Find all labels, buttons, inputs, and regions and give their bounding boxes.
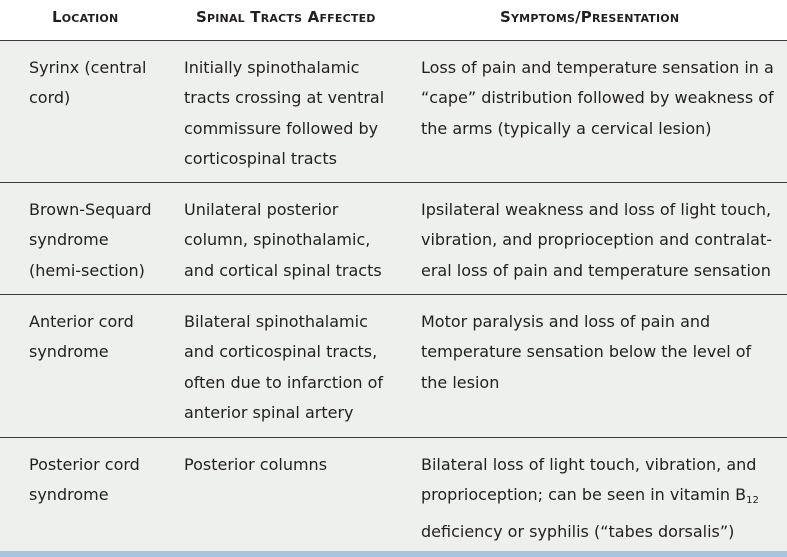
tracts-cell bbox=[184, 307, 404, 428]
location-cell bbox=[29, 450, 164, 511]
cell-line bbox=[421, 480, 781, 516]
cell-line: syndrome bbox=[29, 485, 109, 505]
cell-line: Posterior columns bbox=[184, 455, 328, 474]
cell-line: the arms (typically a cervical lesion) bbox=[421, 118, 712, 138]
subscript-12: 12 bbox=[746, 495, 759, 507]
cell-line: corticospinal tracts bbox=[184, 148, 337, 168]
cell-line: (hemi-section) bbox=[29, 260, 145, 280]
location-cell bbox=[29, 307, 164, 368]
cell-line: syndrome bbox=[29, 342, 109, 362]
cell-line: and cortical spinal tracts bbox=[184, 260, 382, 280]
cell-line: anterior spinal artery bbox=[184, 402, 354, 422]
tracts-cell bbox=[184, 195, 404, 286]
cell-line: Ipsilateral weakness and loss of light touch, bbox=[421, 200, 772, 219]
symptoms-cell bbox=[421, 53, 781, 144]
cell-text: proprioception; can be seen in vitamin B bbox=[421, 485, 747, 505]
cell-line: and corticospinal tracts, bbox=[184, 342, 378, 362]
symptoms-cell bbox=[421, 307, 781, 398]
cell-line: Initially spinothalamic bbox=[184, 58, 360, 77]
location-cell bbox=[29, 195, 164, 286]
cell-line: Loss of pain and temperature sensation in a bbox=[421, 58, 774, 77]
cell-line: eral loss of pain and temperature sensation bbox=[421, 260, 771, 280]
table-header bbox=[0, 0, 787, 41]
cell-line: deficiency or syphilis (“tabes dorsalis”) bbox=[421, 521, 735, 541]
location-cell bbox=[29, 53, 164, 114]
cell-line: Bilateral spinothalamic bbox=[184, 312, 368, 331]
cell-line: often due to infarction of bbox=[184, 372, 384, 392]
cell-line: Bilateral loss of light touch, vibration, and bbox=[421, 455, 757, 474]
cell-line: Motor paralysis and loss of pain and bbox=[421, 312, 711, 331]
header-spinal-tracts: Spinal Tracts Affected bbox=[196, 8, 376, 26]
table-row bbox=[0, 438, 787, 551]
cell-line: tracts crossing at ventral bbox=[184, 88, 385, 108]
cell-line: cord) bbox=[29, 88, 71, 108]
header-symptoms: Symptoms/Presentation bbox=[500, 8, 680, 26]
cell-line: Anterior cord bbox=[29, 312, 134, 331]
cell-line: temperature sensation below the level of bbox=[421, 342, 752, 362]
tracts-cell bbox=[184, 450, 404, 480]
table-row bbox=[0, 41, 787, 183]
cell-line: the lesion bbox=[421, 372, 500, 392]
cell-line: column, spinothalamic, bbox=[184, 230, 371, 250]
cell-line: Syrinx (central bbox=[29, 58, 147, 77]
tracts-cell bbox=[184, 53, 404, 174]
table-row bbox=[0, 183, 787, 295]
symptoms-cell bbox=[421, 195, 781, 286]
cell-line: syndrome bbox=[29, 230, 109, 250]
cell-line: Brown-Sequard bbox=[29, 200, 152, 219]
header-location: Location bbox=[52, 8, 119, 26]
table-row bbox=[0, 295, 787, 438]
cell-line: Unilateral posterior bbox=[184, 200, 339, 219]
cell-line: “cape” distribution followed by weakness of bbox=[421, 88, 774, 108]
cell-line: vibration, and proprioception and contralat- bbox=[421, 230, 772, 250]
cell-line: Posterior cord bbox=[29, 455, 140, 474]
cell-line: commissure followed by bbox=[184, 118, 379, 138]
symptoms-cell bbox=[421, 450, 781, 547]
bottom-rule bbox=[0, 551, 787, 557]
